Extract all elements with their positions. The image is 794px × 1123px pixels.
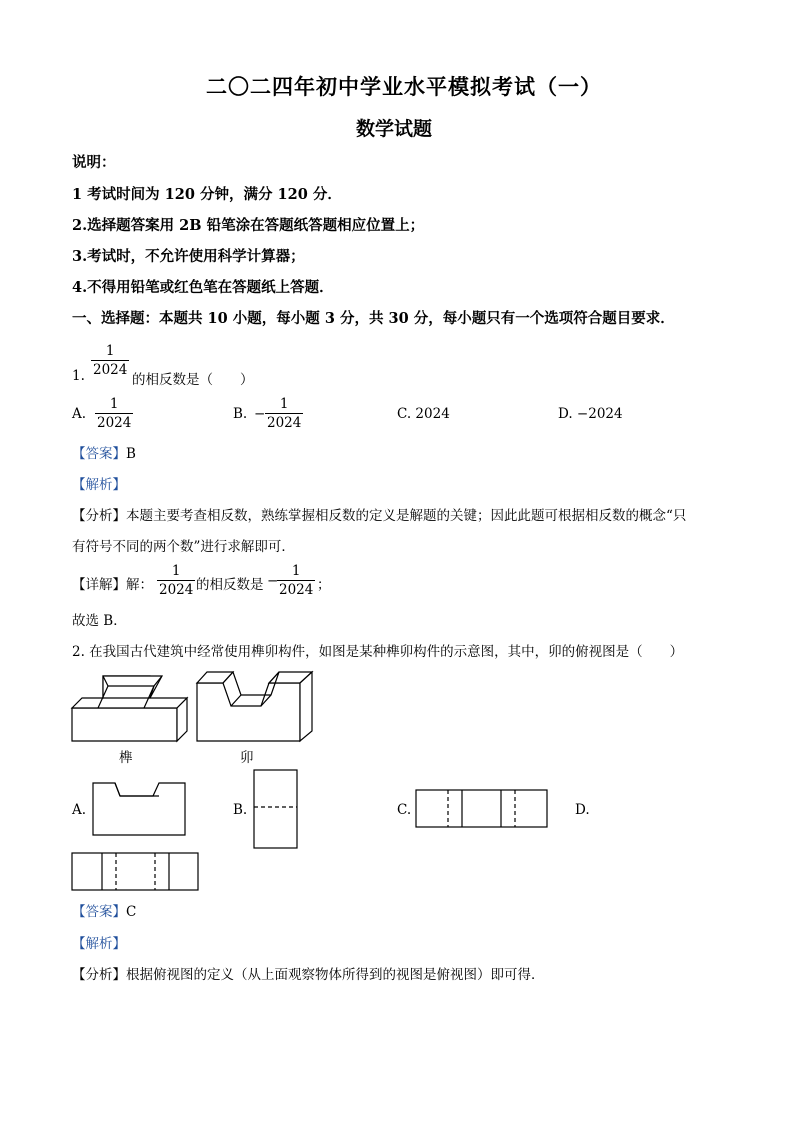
page-subtitle: 数学试题 <box>356 118 433 140</box>
q1-option-a-label: A. <box>72 406 87 422</box>
detail-den2: 2024 <box>279 582 314 598</box>
answer-value: C <box>126 904 137 920</box>
q1-detail-sign: − <box>267 573 279 589</box>
detail-tag: 【详解】 <box>72 577 126 593</box>
answer-value: B <box>126 446 136 462</box>
q2-answer <box>72 900 136 920</box>
q2-analysis-tag: 【解析】 <box>72 936 126 952</box>
q1-opt-b-den: 2024 <box>267 415 302 431</box>
detail-pre: 解： <box>126 577 153 593</box>
q2-option-a-figure <box>91 781 187 837</box>
q1-frac-den: 2024 <box>93 362 128 378</box>
page-title: 二〇二四年初中学业水平模拟考试（一） <box>206 74 602 99</box>
q1-detail-tag <box>72 573 153 593</box>
q1-opt-b-num: 1 <box>279 396 289 412</box>
instruction-item: 3.考试时，不允许使用科学计算器； <box>72 248 305 265</box>
q1-option-d: D. −2024 <box>558 406 623 422</box>
mortise-label: 卯 <box>240 750 254 766</box>
q1-frac-num: 1 <box>105 343 115 359</box>
q1-option-b-sign: − <box>254 406 266 422</box>
q1-fenxi-cont: 有符号不同的两个数”进行求解即可． <box>72 539 295 555</box>
detail-den: 2024 <box>159 582 194 598</box>
instruction-item: 1 考试时间为 120 分钟，满分 120 分． <box>72 186 342 203</box>
tenon-figure <box>70 668 192 744</box>
q1-option-c: C. 2024 <box>397 406 450 422</box>
q1-analysis-tag: 【解析】 <box>72 477 126 493</box>
q2-option-d-label: D. <box>575 802 590 818</box>
section-heading: 一、选择题：本题共 10 小题，每小题 3 分，共 30 分，每小题只有一个选项符合题目要求． <box>72 310 675 327</box>
q2-option-c-label: C. <box>397 802 412 818</box>
q2-stem: 2. 在我国古代建筑中经常使用榫卯构件，如图是某种榫卯构件的示意图，其中，卯的俯视图是（ ） <box>72 644 684 660</box>
fenxi-tag: 【分析】 <box>72 508 126 524</box>
q1-option-b-fraction <box>265 395 303 432</box>
answer-tag: 【答案】 <box>72 904 126 920</box>
q1-detail-mid: 的相反数是 <box>196 577 264 593</box>
fenxi-text: 根据俯视图的定义（从上面观察物体所得到的视图是俯视图）即可得． <box>126 967 545 983</box>
q1-opt-a-den: 2024 <box>97 415 132 431</box>
q2-option-b-label: B. <box>233 802 248 818</box>
answer-tag: 【答案】 <box>72 446 126 462</box>
fenxi-text: 本题主要考查相反数，熟练掌握相反数的定义是解题的关键；因此此题可根据相反数的概念“只 <box>126 508 687 524</box>
mortise-figure <box>195 668 317 744</box>
instruction-item: 2.选择题答案用 2B 铅笔涂在答题纸答题相应位置上； <box>72 217 425 234</box>
q1-fenxi <box>72 504 686 524</box>
q2-option-a-label: A. <box>72 802 87 818</box>
q1-conclusion: 故选 B． <box>72 613 127 629</box>
q2-option-b-figure <box>253 769 299 849</box>
q1-fraction <box>91 342 129 379</box>
tenon-label: 榫 <box>119 750 133 766</box>
q1-option-a-fraction <box>95 395 133 432</box>
q1-detail-end: ； <box>317 577 331 593</box>
q1-option-b-label: B. <box>233 406 248 422</box>
q1-number: 1. <box>72 368 85 384</box>
q1-detail-fraction2 <box>277 562 315 599</box>
q1-opt-a-num: 1 <box>109 396 119 412</box>
fenxi-tag: 【分析】 <box>72 967 126 983</box>
detail-num: 1 <box>171 563 181 579</box>
instruction-item: 4.不得用铅笔或红色笔在答题纸上答题． <box>72 279 334 296</box>
detail-num2: 1 <box>291 563 301 579</box>
q2-fenxi <box>72 963 545 983</box>
q1-stem-tail: 的相反数是（ ） <box>132 372 254 388</box>
q2-option-c-figure <box>415 789 549 829</box>
instructions-heading: 说明： <box>72 154 116 171</box>
q1-answer <box>72 442 136 462</box>
q2-option-d-figure <box>71 852 201 892</box>
q1-detail-fraction <box>157 562 195 599</box>
